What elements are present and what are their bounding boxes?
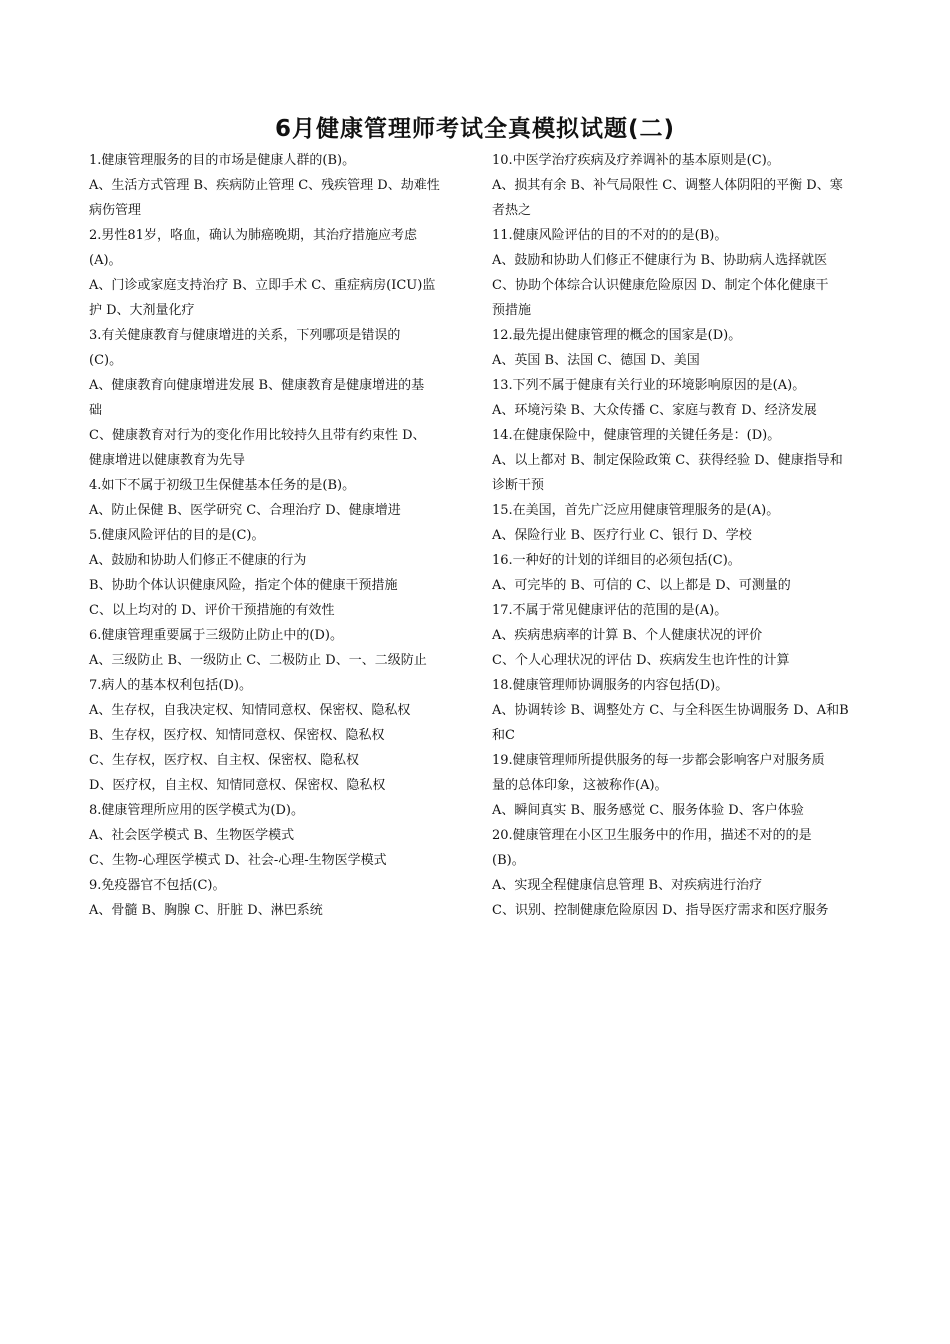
text-line: 12.最先提出健康管理的概念的国家是(D)。 [492, 328, 742, 343]
text-line: 病伤管理 [89, 203, 142, 218]
text-line: A、英国 B、法国 C、德国 D、美国 [492, 353, 700, 368]
text-line: 18.健康管理师协调服务的内容包括(D)。 [492, 678, 729, 693]
text-line: 量的总体印象，这被称作(A)。 [492, 778, 668, 793]
text-line: 2.男性81岁，咯血，确认为肺癌晚期，其治疗措施应考虑 [89, 228, 417, 243]
text-line: A、实现全程健康信息管理 B、对疾病进行治疗 [492, 878, 763, 893]
text-line: 4.如下不属于初级卫生保健基本任务的是(B)。 [89, 478, 356, 493]
text-line: A、保险行业 B、医疗行业 C、银行 D、学校 [492, 528, 752, 543]
page-title: 6月健康管理师考试全真模拟试题(二) [274, 116, 676, 142]
text-line: A、三级防止 B、一级防止 C、二极防止 D、一、二级防止 [89, 653, 427, 668]
text-line: 础 [89, 403, 103, 418]
text-line: 14.在健康保险中，健康管理的关键任务是：(D)。 [492, 428, 781, 443]
text-line: 15.在美国，首先广泛应用健康管理服务的是(A)。 [492, 503, 780, 518]
text-line: C、生物-心理医学模式 D、社会-心理-生物医学模式 [89, 853, 387, 868]
text-line: A、以上都对 B、制定保险政策 C、获得经验 D、健康指导和 [492, 453, 843, 468]
text-line: C、健康教育对行为的变化作用比较持久且带有约束性 D、 [89, 428, 426, 443]
text-line: 20.健康管理在小区卫生服务中的作用，描述不对的的是 [492, 828, 812, 843]
left-column [89, 148, 461, 923]
text-line: A、损其有余 B、补气局限性 C、调整人体阴阳的平衡 D、寒 [492, 178, 843, 193]
text-line: 护 D、大剂量化疗 [89, 303, 195, 318]
text-line: 16.一种好的计划的详细目的必须包括(C)。 [492, 553, 741, 568]
text-line: 诊断干预 [492, 478, 545, 493]
text-line: A、社会医学模式 B、生物医学模式 [89, 828, 295, 843]
text-line: C、生存权，医疗权、自主权、保密权、隐私权 [89, 753, 359, 768]
text-line: 者热之 [492, 203, 532, 218]
text-line: A、可完毕的 B、可信的 C、以上都是 D、可测量的 [492, 578, 791, 593]
text-line: A、生活方式管理 B、疾病防止管理 C、残疾管理 D、劫难性 [89, 178, 440, 193]
text-line: 13.下列不属于健康有关行业的环境影响原因的是(A)。 [492, 378, 806, 393]
text-line: A、环境污染 B、大众传播 C、家庭与教育 D、经济发展 [492, 403, 817, 418]
text-line: 6.健康管理重要属于三级防止防止中的(D)。 [89, 628, 343, 643]
text-line: C、识别、控制健康危险原因 D、指导医疗需求和医疗服务 [492, 903, 829, 918]
text-line: (C)。 [89, 353, 123, 368]
text-line: 19.健康管理师所提供服务的每一步都会影响客户对服务质 [492, 753, 825, 768]
text-line: 健康增进以健康教育为先导 [89, 453, 246, 468]
text-line: 10.中医学治疗疾病及疗养调补的基本原则是(C)。 [492, 153, 780, 168]
text-line: A、门诊或家庭支持治疗 B、立即手术 C、重症病房(ICU)监 [89, 278, 436, 293]
text-line: C、以上均对的 D、评价干预措施的有效性 [89, 603, 335, 618]
text-line: B、生存权，医疗权、知情同意权、保密权、隐私权 [89, 728, 385, 743]
right-column [492, 148, 864, 923]
text-line: A、鼓励和协助人们修正不健康行为 B、协助病人选择就医 [492, 253, 828, 268]
text-line: (B)。 [492, 853, 525, 868]
text-line: (A)。 [89, 253, 122, 268]
text-line: A、生存权，自我决定权、知情同意权、保密权、隐私权 [89, 703, 411, 718]
text-line: D、医疗权，自主权、知情同意权、保密权、隐私权 [89, 778, 386, 793]
text-line: 3.有关健康教育与健康增进的关系，下列哪项是错误的 [89, 328, 401, 343]
text-line: A、协调转诊 B、调整处方 C、与全科医生协调服务 D、A和B [492, 703, 849, 718]
text-line: A、疾病患病率的计算 B、个人健康状况的评价 [492, 628, 763, 643]
text-line: C、协助个体综合认识健康危险原因 D、制定个体化健康干 [492, 278, 829, 293]
text-line: A、骨髓 B、胸腺 C、肝脏 D、淋巴系统 [89, 903, 323, 918]
text-line: A、瞬间真实 B、服务感觉 C、服务体验 D、客户体验 [492, 803, 804, 818]
text-line: B、协助个体认识健康风险，指定个体的健康干预措施 [89, 578, 398, 593]
text-line: 预措施 [492, 303, 532, 318]
text-line: 和C [492, 728, 515, 743]
text-line: C、个人心理状况的评估 D、疾病发生也许性的计算 [492, 653, 790, 668]
text-line: A、鼓励和协助人们修正不健康的行为 [89, 553, 307, 568]
text-line: 7.病人的基本权利包括(D)。 [89, 678, 252, 693]
text-line: 11.健康风险评估的目的不对的的是(B)。 [492, 228, 728, 243]
text-line: A、防止保健 B、医学研究 C、合理治疗 D、健康增进 [89, 503, 401, 518]
text-line: 17.不属于常见健康评估的范围的是(A)。 [492, 603, 728, 618]
text-line: A、健康教育向健康增进发展 B、健康教育是健康增进的基 [89, 378, 425, 393]
text-line: 5.健康风险评估的目的是(C)。 [89, 528, 265, 543]
text-line: 1.健康管理服务的目的市场是健康人群的(B)。 [89, 153, 356, 168]
text-line: 8.健康管理所应用的医学模式为(D)。 [89, 803, 304, 818]
text-line: 9.免疫器官不包括(C)。 [89, 878, 226, 893]
